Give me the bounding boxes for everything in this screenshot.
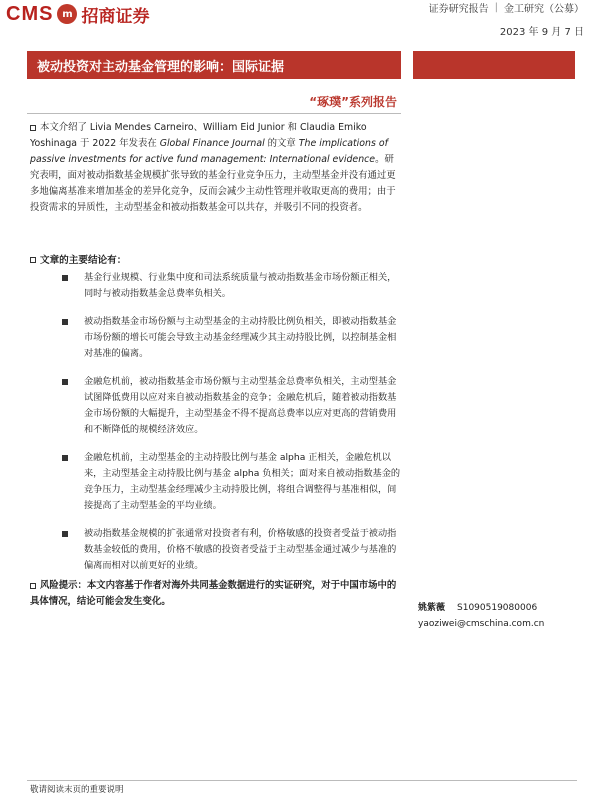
- finding-text: 金融危机前，被动指数基金市场份额与主动型基金总费率负相关，主动型基金试图降低费用以应对来自被动指数基金的竞争；金融危机后，随着被动指数基金市场份额的大幅提升，主动型基金不得不提高总费率以应对更高的营销费用和不断降低的规模经济效应。: [84, 376, 397, 435]
- divider: [27, 113, 401, 114]
- intro-text-3: 。研究表明，面对被动指数基金规模扩张导致的基金行业竞争压力，主动型基金并没有通过更多地偏离基准来增加基金的差异化竞争，反而会减少主动性管理并收取更高的费用；由于投资需求的异质性，主动型基金和被动指数基金可以共存，并吸引不同的投资者。: [30, 154, 396, 213]
- risk-text: 风险提示：本文内容基于作者对海外共同基金数据进行的实证研究，对于中国市场中的具体情况，结论可能会发生变化。: [30, 580, 397, 607]
- footer-note: 敬请阅读末页的重要说明: [30, 785, 124, 795]
- logo-text-en: CMS: [6, 2, 54, 25]
- series-label: “琢璞”系列报告: [309, 95, 397, 109]
- risk-warning: [30, 578, 402, 610]
- list-item: [62, 314, 402, 362]
- list-item: [62, 374, 402, 438]
- analyst-license: S1090519080006: [457, 603, 538, 613]
- header-separator: |: [494, 2, 498, 13]
- list-item: [62, 526, 402, 574]
- header-meta: [429, 0, 584, 38]
- findings-list: [62, 270, 402, 586]
- square-bullet-icon: [62, 531, 68, 537]
- report-title: [27, 51, 401, 79]
- list-item: [62, 450, 402, 514]
- analyst-name: 姚紫薇: [418, 603, 446, 613]
- company-logo: [6, 0, 149, 28]
- intro-paragraph: [30, 120, 402, 216]
- report-date: 2023 年 9 月 7 日: [499, 27, 584, 38]
- square-bullet-icon: [62, 275, 68, 281]
- checkbox-bullet-icon: [30, 125, 36, 131]
- square-bullet-icon: [62, 455, 68, 461]
- footer-divider: [27, 780, 577, 781]
- square-bullet-icon: [62, 319, 68, 325]
- report-title-text: 被动投资对主动基金管理的影响：国际证据: [37, 59, 285, 75]
- logo-seal-icon: m: [57, 4, 77, 24]
- analyst-row: [418, 600, 578, 616]
- finding-text: 基金行业规模、行业集中度和司法系统质量与被动指数基金市场份额正相关，同时与被动指数基金总费率负相关。: [84, 272, 397, 299]
- journal-name: Global Finance Journal: [159, 138, 265, 149]
- report-type-row: [429, 0, 584, 15]
- analyst-info: [418, 600, 578, 632]
- sidebar-title-block: [413, 51, 575, 79]
- findings-heading: [30, 252, 126, 266]
- findings-heading-text: 文章的主要结论有：: [40, 255, 127, 266]
- finding-text: 被动指数基金规模的扩张通常对投资者有利，价格敏感的投资者受益于被动指数基金较低的费用，价格不敏感的投资者受益于主动型基金通过减少与基准的偏离而相对以前更好的业绩。: [84, 528, 397, 571]
- report-type: 证券研究报告: [428, 4, 489, 15]
- analyst-email[interactable]: yaoziwei@cmschina.com.cn: [418, 619, 545, 629]
- logo-text-cn: 招商证券: [81, 6, 150, 27]
- intro-text-2: 的文章: [264, 138, 299, 149]
- checkbox-bullet-icon: [30, 583, 36, 589]
- finding-text: 金融危机前，主动型基金的主动持股比例与基金 alpha 正相关，金融危机以来，主动型基金主动持股比例与基金 alpha 负相关；面对来自被动指数基金的竞争压力，主动型基金经理减少主动持股比例，将组合调整得与基准相似，间接提高了主动型基金的平均业绩。: [84, 452, 401, 511]
- list-item: [62, 270, 402, 302]
- square-bullet-icon: [62, 379, 68, 385]
- paper-title: The implications of passive investments for active fund management: International evidence: [30, 138, 388, 165]
- checkbox-bullet-icon: [30, 257, 36, 263]
- finding-text: 被动指数基金市场份额与主动型基金的主动持股比例负相关，即被动指数基金市场份额的增长可能会导致主动基金经理减少其主动持股比例，以控制基金相对基准的偏离。: [84, 316, 397, 359]
- header-bar: [0, 0, 600, 40]
- report-category: 金工研究（公募）: [504, 4, 584, 15]
- intro-text-1: 本文介绍了 Livia Mendes Carneiro、William Eid Junior 和 Claudia Emiko Yoshinaga 于 2022 年发表在: [30, 122, 367, 149]
